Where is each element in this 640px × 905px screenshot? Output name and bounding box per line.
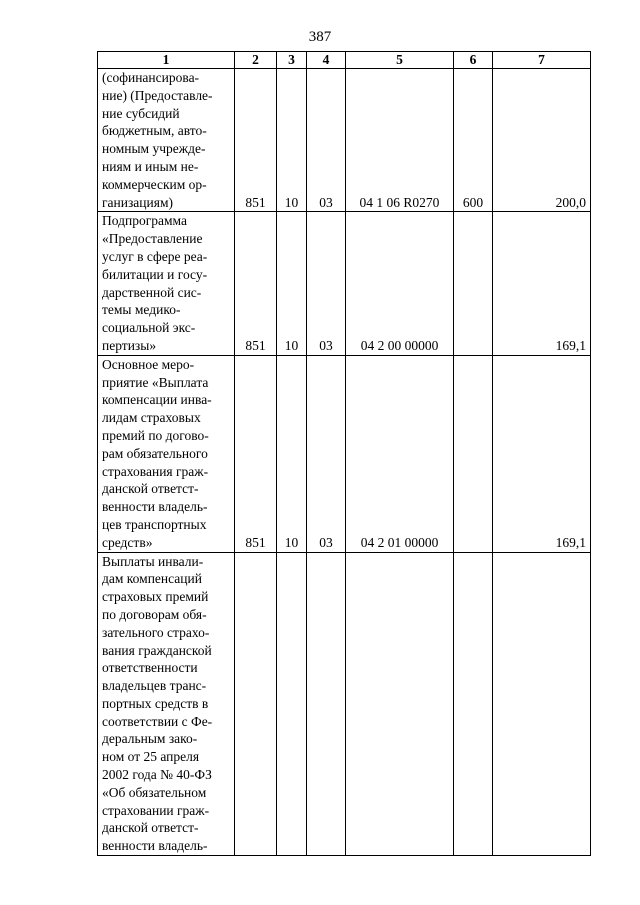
row-subsection-code: 03 [307, 355, 346, 552]
row-section-code: 10 [277, 69, 307, 212]
row-target-code [346, 552, 454, 856]
header-col-6: 6 [454, 52, 493, 69]
row-target-code: 04 1 06 R0270 [346, 69, 454, 212]
row-amount: 200,0 [493, 69, 591, 212]
row-target-code: 04 2 00 00000 [346, 212, 454, 355]
table-row [98, 355, 591, 552]
row-description: Основное меро- приятие «Выплата компенсации инва- лидам страховых премий по догово- рам обязательного страхования граж- данской ответст- венности владель- цев транспортных средств» [98, 355, 235, 552]
table-header-row [98, 52, 591, 69]
row-ministry-code: 851 [235, 69, 277, 212]
page-number: 387 [308, 29, 332, 45]
header-col-4: 4 [307, 52, 346, 69]
row-section-code: 10 [277, 355, 307, 552]
row-section-code [277, 552, 307, 856]
row-expense-type [454, 212, 493, 355]
table-row [98, 69, 591, 212]
row-description: (софинансирова- ние) (Предоставле- ние субсидий бюджетным, авто- номным учрежде- ниям и иным не- коммерческим ор- ганизациям) [98, 69, 235, 212]
row-target-code: 04 2 01 00000 [346, 355, 454, 552]
header-col-2: 2 [235, 52, 277, 69]
row-section-code: 10 [277, 212, 307, 355]
table-row [98, 552, 591, 856]
row-expense-type [454, 552, 493, 856]
row-description: Подпрограмма «Предоставление услуг в сфере реа- билитации и госу- дарственной сис- темы медико- социальной экс- пертизы» [98, 212, 235, 355]
row-subsection-code: 03 [307, 212, 346, 355]
header-col-3: 3 [277, 52, 307, 69]
row-amount: 169,1 [493, 212, 591, 355]
row-ministry-code: 851 [235, 212, 277, 355]
header-col-7: 7 [493, 52, 591, 69]
row-expense-type: 600 [454, 69, 493, 212]
row-subsection-code: 03 [307, 69, 346, 212]
row-ministry-code: 851 [235, 355, 277, 552]
header-col-5: 5 [346, 52, 454, 69]
header-col-1: 1 [98, 52, 235, 69]
budget-table [97, 51, 591, 856]
table-row [98, 212, 591, 355]
row-ministry-code [235, 552, 277, 856]
row-amount: 169,1 [493, 355, 591, 552]
row-expense-type [454, 355, 493, 552]
row-description: Выплаты инвали- дам компенсаций страховых премий по договорам обя- зательного страхо- вания гражданской ответственности владельцев транс- портных средств в соответствии с Фе- деральным зако- ном от 25 апреля 2002 года № 40-ФЗ «Об обязательном страховании граж- данской ответст- венности владель- [98, 552, 235, 856]
row-amount [493, 552, 591, 856]
row-subsection-code [307, 552, 346, 856]
